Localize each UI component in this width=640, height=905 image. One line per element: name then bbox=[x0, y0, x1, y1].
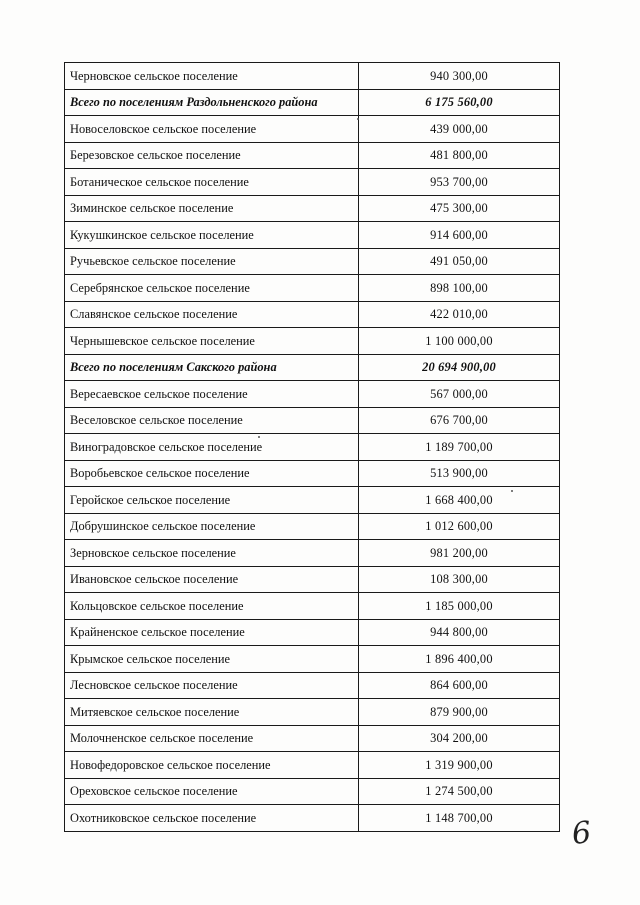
amount-cell: 1 148 700,00 bbox=[359, 805, 560, 832]
table-row bbox=[65, 142, 560, 169]
settlement-name-cell: Ручьевское сельское поселение bbox=[65, 248, 359, 275]
table-row bbox=[65, 513, 560, 540]
amount-cell: 6 175 560,00 bbox=[359, 89, 560, 116]
settlement-name-cell: Виноградовское сельское поселение bbox=[65, 434, 359, 461]
table-row bbox=[65, 752, 560, 779]
table-row bbox=[65, 248, 560, 275]
scan-speck bbox=[357, 118, 359, 120]
table-row bbox=[65, 460, 560, 487]
settlement-name-cell: Кукушкинское сельское поселение bbox=[65, 222, 359, 249]
amount-cell: 953 700,00 bbox=[359, 169, 560, 196]
table-row bbox=[65, 169, 560, 196]
settlement-name-cell: Веселовское сельское поселение bbox=[65, 407, 359, 434]
table-row bbox=[65, 381, 560, 408]
table-row bbox=[65, 407, 560, 434]
settlement-name-cell: Охотниковское сельское поселение bbox=[65, 805, 359, 832]
amount-cell: 1 668 400,00 bbox=[359, 487, 560, 514]
amount-cell: 481 800,00 bbox=[359, 142, 560, 169]
settlements-table-body bbox=[65, 63, 560, 832]
amount-cell: 1 100 000,00 bbox=[359, 328, 560, 355]
amount-cell: 439 000,00 bbox=[359, 116, 560, 143]
amount-cell: 304 200,00 bbox=[359, 725, 560, 752]
table-row bbox=[65, 725, 560, 752]
amount-cell: 1 012 600,00 bbox=[359, 513, 560, 540]
amount-cell: 1 185 000,00 bbox=[359, 593, 560, 620]
settlement-name-cell: Лесновское сельское поселение bbox=[65, 672, 359, 699]
table-row-total bbox=[65, 89, 560, 116]
settlements-table bbox=[64, 62, 560, 832]
handwritten-page-number: 6 bbox=[570, 815, 593, 852]
settlement-name-cell: Серебрянское сельское поселение bbox=[65, 275, 359, 302]
amount-cell: 108 300,00 bbox=[359, 566, 560, 593]
amount-cell: 1 896 400,00 bbox=[359, 646, 560, 673]
amount-cell: 676 700,00 bbox=[359, 407, 560, 434]
amount-cell: 864 600,00 bbox=[359, 672, 560, 699]
settlement-name-cell: Чернышевское сельское поселение bbox=[65, 328, 359, 355]
amount-cell: 879 900,00 bbox=[359, 699, 560, 726]
settlement-name-cell: Ботаническое сельское поселение bbox=[65, 169, 359, 196]
settlement-name-cell: Зиминское сельское поселение bbox=[65, 195, 359, 222]
amount-cell: 20 694 900,00 bbox=[359, 354, 560, 381]
amount-cell: 513 900,00 bbox=[359, 460, 560, 487]
settlement-name-cell: Крайненское сельское поселение bbox=[65, 619, 359, 646]
table-row bbox=[65, 63, 560, 90]
settlement-name-cell: Ореховское сельское поселение bbox=[65, 778, 359, 805]
amount-cell: 944 800,00 bbox=[359, 619, 560, 646]
amount-cell: 914 600,00 bbox=[359, 222, 560, 249]
amount-cell: 981 200,00 bbox=[359, 540, 560, 567]
settlement-name-cell: Всего по поселениям Раздольненского района bbox=[65, 89, 359, 116]
table-row bbox=[65, 672, 560, 699]
table-row bbox=[65, 778, 560, 805]
amount-cell: 567 000,00 bbox=[359, 381, 560, 408]
amount-cell: 1 319 900,00 bbox=[359, 752, 560, 779]
amount-cell: 1 274 500,00 bbox=[359, 778, 560, 805]
table-row bbox=[65, 699, 560, 726]
amount-cell: 898 100,00 bbox=[359, 275, 560, 302]
table-row bbox=[65, 540, 560, 567]
settlement-name-cell: Новофедоровское сельское поселение bbox=[65, 752, 359, 779]
table-row bbox=[65, 646, 560, 673]
settlement-name-cell: Новоселовское сельское поселение bbox=[65, 116, 359, 143]
settlement-name-cell: Ивановское сельское поселение bbox=[65, 566, 359, 593]
table-row bbox=[65, 328, 560, 355]
settlement-name-cell: Молочненское сельское поселение bbox=[65, 725, 359, 752]
table-row bbox=[65, 195, 560, 222]
table-row bbox=[65, 434, 560, 461]
settlement-name-cell: Воробьевское сельское поселение bbox=[65, 460, 359, 487]
settlement-name-cell: Добрушинское сельское поселение bbox=[65, 513, 359, 540]
settlement-name-cell: Черновское сельское поселение bbox=[65, 63, 359, 90]
table-row bbox=[65, 116, 560, 143]
scan-speck bbox=[258, 436, 260, 438]
amount-cell: 475 300,00 bbox=[359, 195, 560, 222]
table-row bbox=[65, 593, 560, 620]
table-row bbox=[65, 275, 560, 302]
table-row bbox=[65, 222, 560, 249]
amount-cell: 491 050,00 bbox=[359, 248, 560, 275]
settlement-name-cell: Зерновское сельское поселение bbox=[65, 540, 359, 567]
settlement-name-cell: Митяевское сельское поселение bbox=[65, 699, 359, 726]
settlement-name-cell: Всего по поселениям Сакского района bbox=[65, 354, 359, 381]
table-row bbox=[65, 805, 560, 832]
settlement-name-cell: Кольцовское сельское поселение bbox=[65, 593, 359, 620]
scan-speck bbox=[511, 490, 513, 492]
table-row-total bbox=[65, 354, 560, 381]
settlement-name-cell: Березовское сельское поселение bbox=[65, 142, 359, 169]
table-row bbox=[65, 301, 560, 328]
settlement-name-cell: Геройское сельское поселение bbox=[65, 487, 359, 514]
table-row bbox=[65, 619, 560, 646]
amount-cell: 422 010,00 bbox=[359, 301, 560, 328]
amount-cell: 1 189 700,00 bbox=[359, 434, 560, 461]
settlement-name-cell: Вересаевское сельское поселение bbox=[65, 381, 359, 408]
settlement-name-cell: Крымское сельское поселение bbox=[65, 646, 359, 673]
amount-cell: 940 300,00 bbox=[359, 63, 560, 90]
settlement-name-cell: Славянское сельское поселение bbox=[65, 301, 359, 328]
table-row bbox=[65, 487, 560, 514]
table-row bbox=[65, 566, 560, 593]
